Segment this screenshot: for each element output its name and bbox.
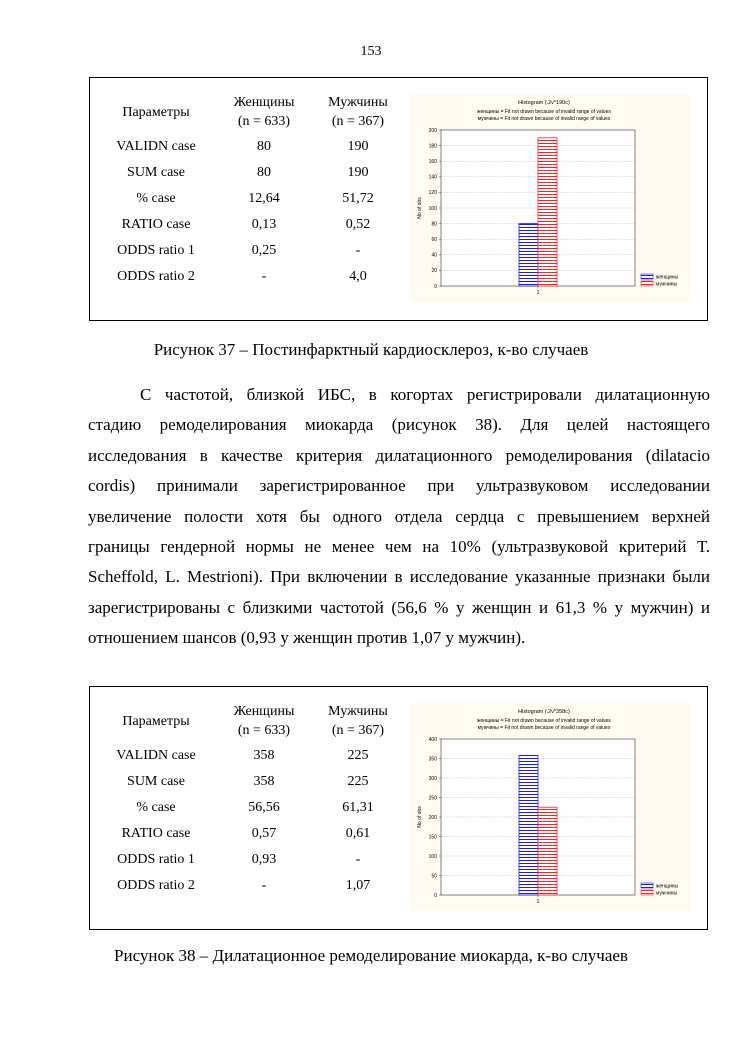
y-tick-label: 400: [428, 736, 437, 743]
legend-label: мужчины: [656, 890, 678, 897]
women-value: 0,25: [251, 243, 277, 258]
bar-women: [519, 224, 538, 286]
table-row: [96, 795, 404, 821]
header-params: Параметры: [122, 104, 190, 120]
table-row: [96, 743, 404, 769]
table-row: [96, 873, 404, 899]
women-value: 358: [253, 774, 275, 789]
header-women: Женщины (n = 633): [233, 95, 295, 129]
param-name: ODDS ratio 2: [117, 269, 195, 284]
women-value: 80: [257, 139, 271, 154]
paragraph-line: Scheffold, L. Mestrioni). При включении в исследование указанные признаки были: [88, 567, 710, 587]
chart-title: Histogram (.2v*190c): [518, 100, 570, 106]
figure-38-caption: Рисунок 38 – Дилатационное ремоделирование миокарда, к-во случаев: [114, 946, 628, 965]
y-tick-label: 100: [428, 853, 437, 860]
y-tick-label: 20: [431, 268, 437, 275]
men-value: 190: [347, 139, 369, 154]
body-paragraph: [88, 380, 710, 654]
y-tick-label: 150: [428, 834, 437, 841]
header-men: Мужчины (n = 367): [328, 95, 388, 129]
header-params: Параметры: [122, 713, 190, 729]
men-value: 4,0: [349, 269, 367, 284]
y-tick-label: 180: [428, 143, 437, 150]
param-name: RATIO case: [121, 217, 191, 232]
table-row: [96, 160, 404, 186]
chart-note: мужчины = Fit not drawn because of invalid range of values: [477, 725, 611, 731]
bar-men: [538, 807, 557, 895]
paragraph-line: увеличение полости хотя бы одного отдела сердца с превышением верхней: [88, 506, 710, 526]
param-name: % case: [136, 800, 176, 815]
men-value: 190: [347, 165, 369, 180]
table-row: [96, 238, 404, 264]
chart-note: женщины = Fit not drawn because of invalid range of values: [477, 718, 611, 724]
header-men: Мужчины (n = 367): [328, 704, 388, 738]
y-tick-label: 140: [428, 174, 437, 181]
women-value: 0,57: [251, 826, 277, 841]
param-name: ODDS ratio 2: [117, 878, 195, 893]
women-value: 12,64: [248, 191, 280, 206]
y-tick-label: 200: [428, 127, 437, 134]
page-number: 153: [360, 44, 382, 59]
men-value: 0,52: [345, 217, 371, 232]
y-tick-label: 60: [431, 237, 437, 243]
y-tick-label: 0: [434, 283, 437, 290]
women-value: -: [261, 878, 267, 893]
y-axis-label: No of obs: [417, 197, 423, 219]
men-value: 1,07: [345, 878, 371, 893]
figure-37-caption: Рисунок 37 – Постинфарктный кардиосклероз, к-во случаев: [153, 340, 589, 359]
men-value: 51,72: [342, 191, 374, 206]
chart-title: Histogram (.2v*358c): [518, 709, 570, 715]
x-tick-label: 1: [536, 899, 540, 905]
legend-swatch: [641, 281, 653, 286]
table-row: [96, 186, 404, 212]
y-axis-label: No of obs: [417, 806, 423, 828]
bar-women: [519, 755, 538, 895]
men-value: -: [355, 243, 361, 258]
histogram-chart: [411, 94, 691, 302]
y-tick-label: 80: [431, 221, 437, 228]
y-tick-label: 160: [428, 159, 437, 165]
param-name: ODDS ratio 1: [117, 852, 195, 867]
header-women: Женщины (n = 633): [233, 704, 295, 738]
params-table: [96, 90, 404, 290]
legend-label: мужчины: [656, 281, 678, 288]
paragraph-line: отношением шансов (0,93 у женщин против 1,07 у мужчин).: [88, 628, 526, 648]
men-value: 61,31: [342, 800, 374, 815]
table-row: [96, 821, 404, 847]
women-value: 358: [253, 748, 275, 763]
paragraph-line: С частотой, близкой ИБС, в когортах регистрировали дилатационную: [140, 385, 710, 404]
legend-label: женщины: [656, 274, 679, 281]
y-tick-label: 350: [428, 756, 437, 763]
table-row: [96, 264, 404, 290]
param-name: VALIDN case: [116, 748, 196, 763]
paragraph-line: исследования в качестве критерия дилатационного ремоделирования (dilatacio: [88, 445, 710, 465]
table-header-row: [96, 699, 404, 743]
y-tick-label: 100: [428, 205, 437, 212]
women-value: 56,56: [248, 800, 280, 815]
paragraph-line: зарегистрированы с близкими частотой (56,6 % у женщин и 61,3 % у мужчин) и: [88, 597, 710, 617]
y-tick-label: 200: [428, 814, 437, 821]
chart-note: мужчины = Fit not drawn because of invalid range of values: [477, 116, 611, 122]
women-value: 0,13: [251, 217, 277, 232]
women-value: -: [261, 269, 267, 284]
table-row: [96, 134, 404, 160]
table-row: [96, 212, 404, 238]
women-value: 80: [257, 165, 271, 180]
bar-men: [538, 138, 557, 286]
table-row: [96, 847, 404, 873]
legend-swatch: [641, 883, 653, 888]
param-name: SUM case: [127, 165, 185, 180]
histogram-chart: [411, 703, 691, 911]
paragraph-line: границы гендерной нормы не менее чем на 10% (ультразвуковой критерий Т.: [88, 537, 710, 557]
x-tick-label: 1: [536, 290, 540, 296]
legend-swatch: [641, 274, 653, 279]
y-tick-label: 300: [428, 775, 437, 782]
paragraph-line: стадию ремоделирования миокарда (рисунок 38). Для целей настоящего: [88, 415, 710, 435]
y-tick-label: 250: [428, 795, 437, 802]
param-name: SUM case: [127, 774, 185, 789]
param-name: ODDS ratio 1: [117, 243, 195, 258]
paragraph-line: cordis) принимали зарегистрированное при ультразвуковом исследовании: [88, 476, 710, 496]
legend-label: женщины: [656, 883, 679, 890]
women-value: 0,93: [251, 852, 277, 867]
y-tick-label: 0: [434, 892, 437, 899]
chart-note: женщины = Fit not drawn because of invalid range of values: [477, 109, 611, 115]
figure-37: [89, 77, 708, 321]
men-value: 0,61: [345, 826, 371, 841]
y-tick-label: 120: [428, 190, 437, 197]
params-table: [96, 699, 404, 899]
figure-38: [89, 686, 708, 930]
men-value: -: [355, 852, 361, 867]
men-value: 225: [347, 748, 369, 763]
table-header-row: [96, 90, 404, 134]
men-value: 225: [347, 774, 369, 789]
param-name: RATIO case: [121, 826, 191, 841]
y-tick-label: 40: [431, 252, 437, 259]
param-name: % case: [136, 191, 176, 206]
y-tick-label: 50: [431, 873, 437, 880]
table-row: [96, 769, 404, 795]
param-name: VALIDN case: [116, 139, 196, 154]
legend-swatch: [641, 890, 653, 895]
